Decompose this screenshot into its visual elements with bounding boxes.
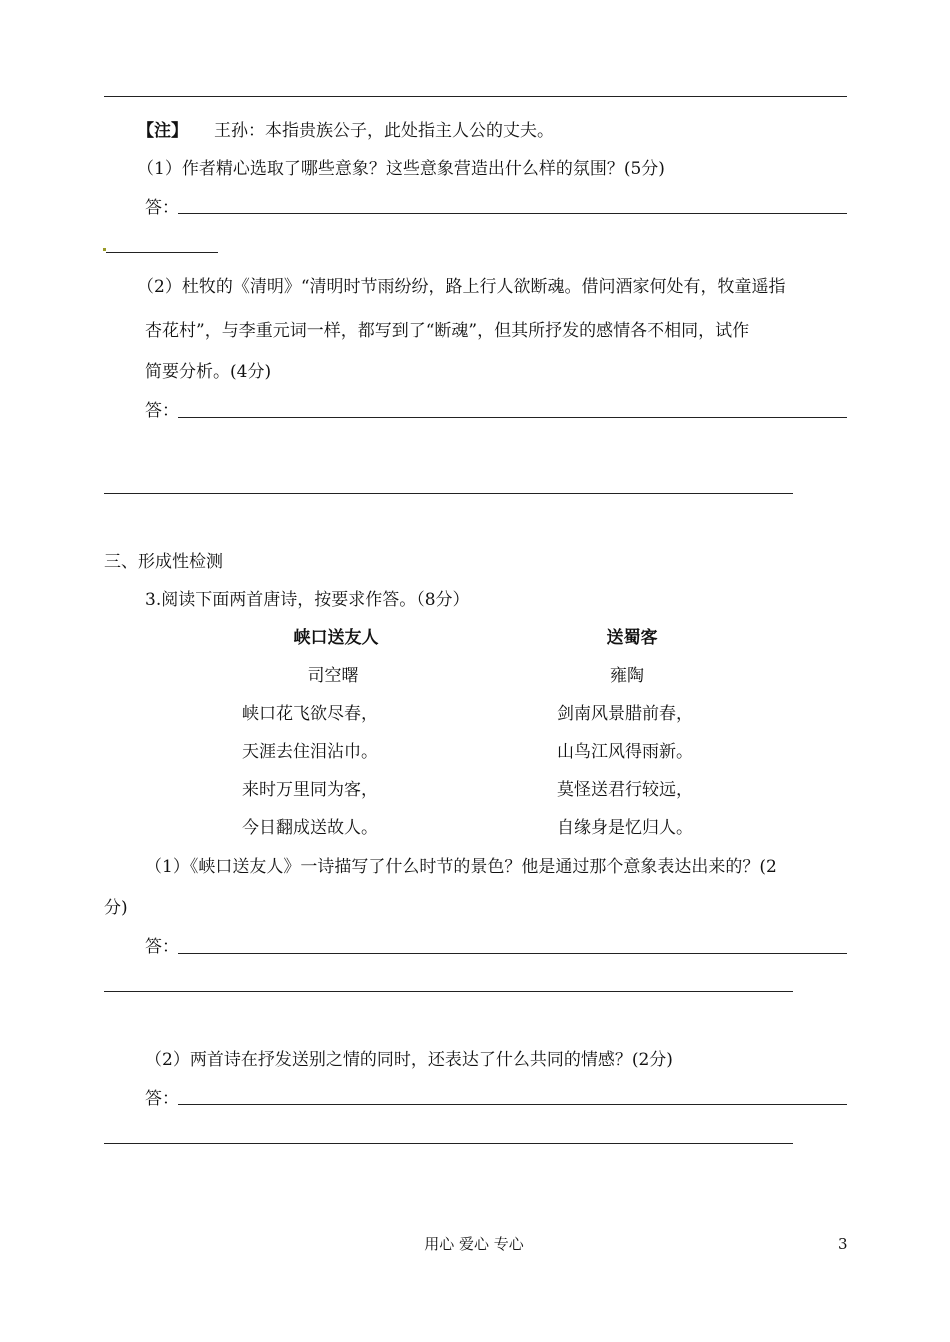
sub1-line1: （1）《峡口送友人》一诗描写了什么时节的景色？他是通过那个意象表达出来的？(2 — [145, 857, 777, 877]
q2-line1: （2）杜牧的《清明》“清明时节雨纷纷，路上行人欲断魂。借问酒家何处有，牧童遥指 — [137, 277, 786, 297]
note-tag: 【注】 — [137, 121, 188, 141]
q2-answer-label: 答： — [145, 401, 179, 421]
header-rule — [104, 96, 847, 97]
sub2-prompt: （2）两首诗在抒发送别之情的同时，还表达了什么共同的情感？(2分) — [145, 1050, 673, 1070]
sub2-answer-line[interactable] — [178, 1104, 847, 1105]
q1-answer-line[interactable] — [178, 213, 847, 214]
poem2-line: 自缘身是忆归人。 — [557, 818, 693, 838]
page-number: 3 — [838, 1235, 848, 1253]
sub1-answer-line-2[interactable] — [104, 991, 793, 992]
q1-answer-label: 答： — [145, 198, 179, 218]
q2-line2: 杏花村”，与李重元词一样，都写到了“断魂”，但其所抒发的感情各不相同，试作 — [145, 321, 750, 341]
poem2-line: 山鸟江风得雨新。 — [557, 742, 693, 762]
q1-answer-line-short[interactable] — [106, 252, 218, 253]
poem1-line: 天涯去住泪沾巾。 — [242, 742, 378, 762]
note-text: 王孙：本指贵族公子，此处指主人公的丈夫。 — [214, 121, 554, 141]
section3-heading: 三、形成性检测 — [104, 552, 223, 572]
q3-intro: 3.阅读下面两首唐诗，按要求作答。（8分） — [145, 590, 470, 610]
poem1-line: 今日翻成送故人。 — [242, 818, 378, 838]
sub2-answer-label: 答： — [145, 1089, 179, 1109]
sub1-answer-label: 答： — [145, 937, 179, 957]
sub1-answer-line[interactable] — [178, 953, 847, 954]
poem2-line: 剑南风景腊前春， — [557, 704, 693, 724]
poem2-author: 雍陶 — [610, 666, 644, 686]
q2-answer-line[interactable] — [178, 417, 847, 418]
footer-motto: 用心 爱心 专心 — [424, 1235, 524, 1253]
poem1-author: 司空曙 — [307, 666, 359, 686]
stray-mark — [103, 248, 106, 251]
sub2-answer-line-2[interactable] — [104, 1143, 793, 1144]
poem1-line: 峡口花飞欲尽春， — [242, 704, 378, 724]
poem2-line: 莫怪送君行较远， — [557, 780, 693, 800]
poem2-title: 送蜀客 — [606, 628, 658, 648]
q1-prompt: （1）作者精心选取了哪些意象？这些意象营造出什么样的氛围？(5分) — [137, 159, 665, 179]
q2-answer-line-2[interactable] — [104, 493, 793, 494]
poem1-line: 来时万里同为客， — [242, 780, 378, 800]
q2-line3: 简要分析。(4分) — [145, 362, 272, 382]
sub1-line2: 分) — [104, 898, 128, 918]
poem1-title: 峡口送友人 — [293, 628, 379, 648]
